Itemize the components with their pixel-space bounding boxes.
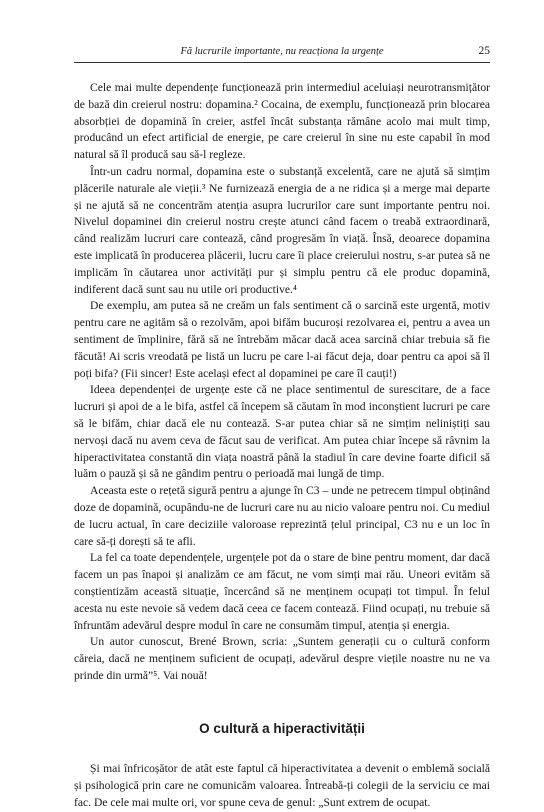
paragraph-brene-brown-quote: Un autor cunoscut, Brené Brown, scria: „Suntem generații cu o cultură conform căreia, dacă ne menținem suficient de ocupați, adevărul despre viețile noastre nu ne va prinde din urmă”⁵. Vai nouă! (74, 635, 490, 682)
paragraph-like-addictions: La fel ca toate dependențele, urgențele pot da o stare de bine pentru moment, dar dacă facem un pas înapoi și analizăm ce am făcut, ne vom simți mai rău. Uneori evităm să conștientizăm această situație, încercând să ne menținem ocupați tot timpul. În felul acesta nu este nevoie să vedem dacă ceea ce facem contează. Fiind ocupați, nu trebuie să înfruntăm adevărul despre modul în care ne consumăm timpul, atenția și energia. (74, 551, 490, 632)
paragraph-c3-recipe: Aceasta este o rețetă sigură pentru a ajunge în C3 – unde ne petrecem timpul obținând doze de dopamină, ocupându-ne de lucruri care nu au nicio valoare pentru noi. Cu mediul de lucru actual, în care deciziile valoroase reprezintă țelul principal, C3 nu e un loc în care să-ți dorești să te afli. (74, 484, 490, 548)
paragraph-false-urgency: De exemplu, am putea să ne creăm un fals sentiment că o sarcină este urgentă, motiv pentru care ne agităm să o rezolvăm, apoi bifăm bucuroși rezolvarea ei, pentru a avea un sentiment de împlinire, fără să ne întrebăm măcar dacă acea sarcină chiar trebuia să fie făcută! Ai scris vreodată pe listă un lucru pe care l-ai făcut deja, doar pentru ca apoi să îl poți bifa? (Fii sincer! Este același efect al dopaminei pe care îl cauți!) (74, 299, 490, 380)
paragraph-urgency-addiction: Ideea dependenței de urgențe este că ne place sentimentul de surescitare, de a face lucruri și apoi de a le bifa, astfel că începem să căutam în mod inconștient lucruri pe care să le bifăm, chiar dacă ele nu contează. S-ar putea chiar să ne simțim neliniștiți sau nervoși dacă nu avem ceva de făcut sau de verificat. Am putea chiar începe să râvnim la hiperactivitatea constantă din viața noastră până la stadiul în care devine foarte dificil să luăm o pauză și să ne gândim pentru o perioadă mai lungă de timp. (74, 383, 490, 481)
section-heading: O cultură a hiperactivității (199, 720, 365, 736)
paragraph-dopamine-normal: Într-un cadru normal, dopamina este o substanță excelentă, care ne ajută să simțim plăcerile naturale ale vieții.³ Ne furnizează energia de a ne ridica și a merge mai departe și ne ajută să ne concentrăm atenția asupra lucrurilor care sunt importante pentru noi. Nivelul dopaminei din creierul nostru crește atunci când facem o treabă extraordinară, când realizăm lucruri care contează, când progresăm în viață. Însă, deoarece dopamina este implicată în producerea plăcerii, lucru care îi place creierului nostru, s-ar putea să ne implicăm în căutarea unor activități pur și simplu pentru că ele produc dopamină, indiferent dacă sunt sau nu utile ori productive.⁴ (74, 164, 490, 296)
running-title: Fă lucrurile importante, nu reacționa la urgențe (180, 46, 384, 57)
running-header (74, 44, 490, 63)
page-number: 25 (478, 45, 490, 57)
body-text (74, 80, 490, 812)
paragraph-dopamine-intro: Cele mai multe dependențe funcționează prin intermediul aceluiași neurotransmițător de bază din creierul nostru: dopamina.² Cocaina, de exemplu, funcționează prin blocarea absorbției de dopamină în creier, astfel încât substanța rămâne acolo mai mult timp, producând un efect artificial de energie, pe care creierul în sine nu este capabil în mod natural să îl producă sau să-l regleze. (74, 81, 490, 162)
paragraph-hyperactivity-culture: Și mai înfricoșător de atât este faptul că hiperactivitatea a devenit o emblemă socială și psihologică prin care ne comunicăm valoarea. Întreabă-ți colegii de la serviciu ce mai fac. De cele mai multe ori, vor spune ceva de genul: „Sunt extrem de ocupat. (74, 762, 490, 810)
